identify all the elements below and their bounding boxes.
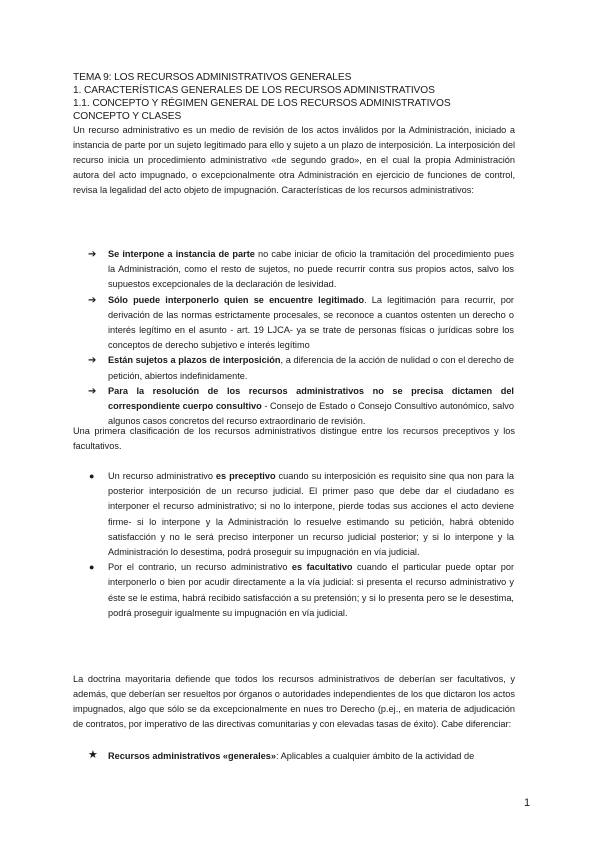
topic-title: TEMA 9: LOS RECURSOS ADMINISTRATIVOS GENERALES — [73, 72, 352, 83]
doctrine-paragraph — [73, 672, 515, 732]
intro-text: Un recurso administrativo es un medio de revisión de los actos inválidos por la Administración, iniciado a instancia de parte por un sujeto legitimado para ello y sujeto a un plazo de interposición. La interposición del recurso inicia un procedimiento administrativo «de segundo grado», en el cual la propia Administración autora del acto impugnado, o excepcionalmente otra Administración en ejercicio de funciones de control, revisa la legalidad del acto objeto de impugnación. Características de los recursos administrativos: — [73, 125, 515, 195]
list-item — [88, 293, 514, 354]
star-icon: ★ — [88, 749, 98, 761]
arrow-icon: ➔ — [88, 355, 97, 367]
item-bold: Recursos administrativos «generales» — [108, 751, 277, 761]
item-text: : Aplicables a cualquier ámbito de la actividad de — [276, 751, 475, 761]
item-pre: Por el contrario, un recurso administrativo — [108, 562, 292, 573]
arrow-icon: ➔ — [88, 294, 97, 306]
list-item — [88, 247, 514, 293]
item-text: - Consejo de Estado o Consejo Consultivo autonómico, salvo algunos casos concretos del recurso extraordinario de revisión. — [108, 401, 514, 427]
bullet-icon: ● — [89, 562, 95, 573]
characteristics-list — [88, 247, 514, 429]
classes-list — [89, 469, 515, 621]
item-bold: Sólo puede interponerlo quien se encuentre legitimado — [108, 294, 365, 305]
arrow-icon: ➔ — [88, 385, 97, 397]
item-bold: Se interpone a instancia de parte — [108, 249, 255, 259]
list-item — [89, 469, 515, 560]
item-pre: Un recurso administrativo — [108, 471, 216, 481]
item-text: cuando el particular puede optar por interponerlo o bien por acudir directamente a la vía judicial: si presenta el recurso administrativo y éste se le estima, habrá recibido satisfacción a su pretensión; y si lo presenta pero se le desestima, podrá proseguir igualmente su impugnación en vía judicial. — [108, 562, 515, 618]
types-list — [88, 749, 514, 764]
arrow-icon: ➔ — [88, 249, 97, 260]
item-text: . La legitimación para recurrir, por derivación de las normas estrictamente procesales, se reconoce a cuantos ostenten un derecho o interés legítimo en el asunto - art. 19 LJCA- ya se trate de personas físicas o jurídicas sobre los conceptos de derecho subjetivo e interés legítimo — [108, 294, 514, 351]
classification-text: Una primera clasificación de los recursos administrativos distingue entre los recursos preceptivos y los facultativos. — [73, 426, 515, 451]
item-text: , a diferencia de la acción de nulidad o con el derecho de petición, abiertos indefinidamente. — [108, 355, 514, 381]
page-number: 1 — [524, 797, 531, 809]
item-bold: Para la resolución de los recursos administrativos no se precisa dictamen del correspondiente cuerpo consultivo — [108, 385, 514, 412]
item-bold: es facultativo — [291, 562, 353, 573]
bullet-icon: ● — [89, 471, 95, 481]
item-bold: Están sujetos a plazos de interposición — [108, 355, 281, 366]
subsection-heading: 1.1. CONCEPTO Y RÉGIMEN GENERAL DE LOS RECURSOS ADMINISTRATIVOS — [73, 98, 451, 109]
item-text: no cabe iniciar de oficio la tramitación del procedimiento pues la Administración, como el resto de sujetos, no puede recurrir contra sus propios actos, salvo los supuestos excepcionales de la declaración de lesividad. — [108, 249, 514, 290]
item-bold: es preceptivo — [215, 471, 276, 481]
list-item — [88, 353, 514, 383]
item-text: cuando su interposición es requisito sine qua non para la posterior interposición de un recurso judicial. El primer paso que debe dar el ciudadano es interponer el recurso administrativo; si no lo interpone, pierde todas sus acciones el acto deviene firme- si lo interpone y la Administración lo resuelve estimando su petición, habrá obtenido satisfacción y no le será preciso interponer un recurso judicial posterior; y si lo interpone y la Administración lo desestima, podrá proseguir su impugnación en vía judicial. — [108, 471, 515, 558]
doctrine-text: La doctrina mayoritaria defiende que todos los recursos administrativos de deberían ser facultativos, y además, que deberían ser resueltos por órganos o autoridades independientes de los que dictaron los actos impugnados, algo que sólo se da excepcionalmente en nues tro Derecho (p.ej., en materia de adjudicación de contratos, por imperativo de las directivas comunitarias y con elevadas tasas de éxito). Cabe diferenciar: — [73, 674, 515, 729]
section-heading: 1. CARACTERÍSTICAS GENERALES DE LOS RECURSOS ADMINISTRATIVOS — [73, 85, 435, 96]
list-item — [89, 560, 515, 621]
intro-paragraph — [73, 123, 515, 198]
subheading-concepto: CONCEPTO Y CLASES — [73, 111, 182, 122]
list-item — [88, 749, 514, 764]
list-item — [88, 384, 514, 430]
classification-paragraph — [73, 424, 515, 454]
